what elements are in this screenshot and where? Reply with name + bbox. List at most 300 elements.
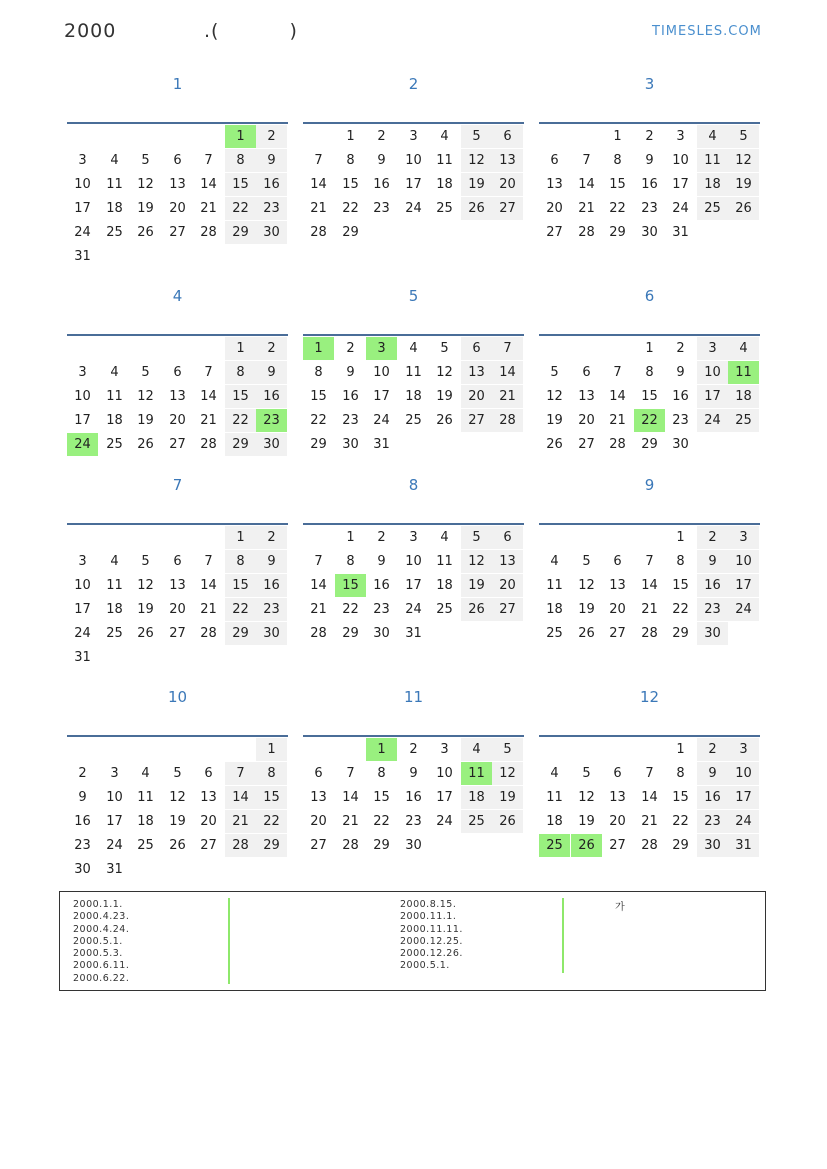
day-cell: 24 (106, 838, 123, 853)
day-cell: 13 (546, 177, 563, 192)
day-cell: 13 (609, 578, 626, 593)
month-11 (303, 687, 524, 887)
day-cell: 17 (672, 177, 689, 192)
day-cell: 19 (137, 201, 154, 216)
day-cell: 22 (373, 814, 390, 829)
legend-right-marker (562, 898, 564, 973)
day-cell: 13 (461, 361, 492, 384)
day-cell: 18 (728, 385, 759, 408)
day-cell: 18 (106, 602, 123, 617)
day-cell: 28 (310, 626, 327, 641)
day-cell: 30 (697, 622, 728, 645)
day-cell: 3 (728, 526, 759, 549)
day-cell: 18 (137, 814, 154, 829)
day-cell: 27 (578, 437, 595, 452)
day-cell: 6 (492, 125, 523, 148)
day-cell: 19 (461, 574, 492, 597)
day-cell: 20 (169, 413, 186, 428)
day-cell: 28 (342, 838, 359, 853)
day-cell: 15 (225, 574, 256, 597)
day-cell: 5 (141, 365, 150, 380)
day-cell: 16 (342, 389, 359, 404)
month-title: 2 (408, 75, 419, 93)
day-cell: 23 (641, 201, 658, 216)
month-7 (67, 475, 288, 675)
day-cell: 17 (74, 602, 91, 617)
day-cell: 29 (225, 433, 256, 456)
holiday-day-cell: 1 (366, 738, 397, 761)
day-cell: 25 (137, 838, 154, 853)
day-cell: 7 (492, 337, 523, 360)
day-cell: 23 (373, 201, 390, 216)
month-2 (303, 74, 524, 274)
day-cell: 14 (578, 177, 595, 192)
day-cell: 1 (676, 530, 685, 545)
day-cell: 23 (672, 413, 689, 428)
title-close-mark: ) (289, 20, 298, 42)
day-cell: 1 (613, 129, 622, 144)
day-cell: 6 (613, 766, 622, 781)
holiday-day-cell: 11 (461, 762, 492, 785)
day-cell: 17 (728, 786, 759, 809)
day-cell: 31 (74, 249, 91, 264)
day-cell: 19 (137, 413, 154, 428)
day-cell: 12 (546, 389, 563, 404)
day-cell: 28 (641, 626, 658, 641)
day-cell: 14 (200, 389, 217, 404)
day-cell: 20 (310, 814, 327, 829)
day-cell: 12 (137, 389, 154, 404)
month-rule (67, 122, 288, 124)
month-title: 6 (644, 287, 655, 305)
day-cell: 4 (697, 125, 728, 148)
month-4 (67, 286, 288, 486)
month-rule (539, 334, 760, 336)
month-title: 7 (172, 476, 183, 494)
day-cell: 21 (492, 385, 523, 408)
day-cell: 9 (256, 361, 287, 384)
day-cell: 28 (609, 437, 626, 452)
day-cell: 3 (728, 738, 759, 761)
day-cell: 30 (641, 225, 658, 240)
legend-date: 2000.5.3. (73, 948, 123, 960)
day-cell: 26 (546, 437, 563, 452)
day-cell: 11 (697, 149, 728, 172)
holiday-day-cell: 22 (634, 409, 665, 432)
day-cell: 31 (106, 862, 123, 877)
day-cell: 8 (613, 153, 622, 168)
month-rule (303, 735, 524, 737)
day-cell: 17 (436, 790, 453, 805)
day-cell: 2 (409, 742, 418, 757)
day-cell: 30 (342, 437, 359, 452)
day-cell: 7 (314, 554, 323, 569)
day-cell: 1 (346, 129, 355, 144)
day-cell: 15 (225, 173, 256, 196)
day-cell: 21 (641, 814, 658, 829)
day-cell: 6 (173, 153, 182, 168)
month-rule (303, 122, 524, 124)
month-title: 3 (644, 75, 655, 93)
day-cell: 31 (405, 626, 422, 641)
day-cell: 17 (697, 385, 728, 408)
legend-date: 2000.12.25. (400, 935, 463, 947)
day-cell: 17 (728, 574, 759, 597)
day-cell: 9 (377, 554, 386, 569)
day-cell: 26 (137, 437, 154, 452)
day-cell: 9 (78, 790, 87, 805)
day-cell: 9 (645, 153, 654, 168)
day-cell: 17 (405, 177, 422, 192)
day-cell: 10 (405, 153, 422, 168)
legend-date: 2000.6.22. (73, 972, 130, 984)
day-cell: 21 (609, 413, 626, 428)
month-rule (303, 523, 524, 525)
day-cell: 13 (492, 550, 523, 573)
day-cell: 9 (697, 550, 728, 573)
day-cell: 10 (672, 153, 689, 168)
day-cell: 26 (137, 626, 154, 641)
day-cell: 29 (225, 221, 256, 244)
legend-date: 2000.5.1. (73, 935, 123, 947)
day-cell: 7 (582, 153, 591, 168)
day-cell: 11 (106, 578, 123, 593)
legend-date: 2000.12.26. (400, 948, 463, 960)
day-cell: 23 (342, 413, 359, 428)
day-cell: 19 (546, 413, 563, 428)
day-cell: 10 (405, 554, 422, 569)
day-cell: 16 (697, 574, 728, 597)
day-cell: 9 (676, 365, 685, 380)
day-cell: 23 (697, 598, 728, 621)
day-cell: 29 (609, 225, 626, 240)
day-cell: 11 (106, 389, 123, 404)
day-cell: 10 (106, 790, 123, 805)
day-cell: 12 (461, 149, 492, 172)
day-cell: 20 (492, 574, 523, 597)
day-cell: 25 (461, 810, 492, 833)
day-cell: 7 (645, 766, 654, 781)
day-cell: 19 (436, 389, 453, 404)
day-cell: 16 (405, 790, 422, 805)
day-cell: 30 (697, 834, 728, 857)
legend-date: 2000.5.1. (400, 960, 450, 972)
day-cell: 16 (74, 814, 91, 829)
day-cell: 29 (310, 437, 327, 452)
day-cell: 22 (225, 197, 256, 220)
day-cell: 14 (200, 578, 217, 593)
day-cell: 30 (373, 626, 390, 641)
month-title: 12 (639, 688, 660, 706)
day-cell: 4 (461, 738, 492, 761)
day-cell: 12 (578, 790, 595, 805)
legend-left-dates (73, 899, 129, 985)
day-cell: 20 (609, 814, 626, 829)
day-cell: 24 (405, 201, 422, 216)
day-cell: 19 (578, 814, 595, 829)
day-cell: 21 (200, 413, 217, 428)
day-cell: 21 (578, 201, 595, 216)
day-cell: 14 (492, 361, 523, 384)
day-cell: 2 (697, 526, 728, 549)
day-cell: 2 (78, 766, 87, 781)
day-cell: 25 (106, 225, 123, 240)
day-cell: 4 (440, 530, 449, 545)
month-rule (539, 122, 760, 124)
day-cell: 26 (436, 413, 453, 428)
day-cell: 17 (106, 814, 123, 829)
month-rule (67, 735, 288, 737)
day-cell: 18 (436, 177, 453, 192)
day-cell: 8 (256, 762, 287, 785)
day-cell: 15 (373, 790, 390, 805)
month-rule (67, 334, 288, 336)
day-cell: 26 (461, 598, 492, 621)
day-cell: 15 (342, 177, 359, 192)
day-cell: 4 (409, 341, 418, 356)
day-cell: 2 (697, 738, 728, 761)
day-cell: 22 (310, 413, 327, 428)
day-cell: 5 (440, 341, 449, 356)
day-cell: 10 (728, 762, 759, 785)
day-cell: 23 (74, 838, 91, 853)
day-cell: 27 (461, 409, 492, 432)
day-cell: 4 (440, 129, 449, 144)
legend-note: 가 (615, 902, 625, 913)
day-cell: 26 (728, 197, 759, 220)
day-cell: 9 (256, 550, 287, 573)
day-cell: 22 (672, 602, 689, 617)
day-cell: 6 (461, 337, 492, 360)
day-cell: 27 (546, 225, 563, 240)
day-cell: 25 (106, 626, 123, 641)
day-cell: 29 (373, 838, 390, 853)
holiday-day-cell: 26 (571, 834, 602, 857)
day-cell: 9 (377, 153, 386, 168)
legend-date: 2000.11.11. (400, 923, 463, 935)
day-cell: 8 (645, 365, 654, 380)
month-5 (303, 286, 524, 486)
day-cell: 26 (169, 838, 186, 853)
day-cell: 18 (546, 602, 563, 617)
day-cell: 21 (342, 814, 359, 829)
day-cell: 6 (492, 526, 523, 549)
day-cell: 29 (256, 834, 287, 857)
day-cell: 4 (110, 554, 119, 569)
day-cell: 28 (200, 225, 217, 240)
day-cell: 28 (578, 225, 595, 240)
day-cell: 24 (697, 409, 728, 432)
day-cell: 24 (405, 602, 422, 617)
month-rule (67, 523, 288, 525)
day-cell: 9 (346, 365, 355, 380)
day-cell: 24 (436, 814, 453, 829)
day-cell: 20 (609, 602, 626, 617)
day-cell: 28 (225, 834, 256, 857)
day-cell: 7 (204, 153, 213, 168)
holiday-day-cell: 11 (728, 361, 759, 384)
day-cell: 11 (436, 153, 453, 168)
day-cell: 5 (461, 526, 492, 549)
day-cell: 8 (676, 554, 685, 569)
day-cell: 8 (377, 766, 386, 781)
day-cell: 18 (697, 173, 728, 196)
day-cell: 11 (546, 790, 563, 805)
day-cell: 24 (728, 598, 759, 621)
day-cell: 29 (641, 437, 658, 452)
day-cell: 13 (310, 790, 327, 805)
day-cell: 27 (492, 598, 523, 621)
day-cell: 19 (492, 786, 523, 809)
day-cell: 1 (225, 526, 256, 549)
day-cell: 18 (106, 413, 123, 428)
day-cell: 25 (728, 409, 759, 432)
legend-date: 2000.4.23. (73, 911, 130, 923)
holiday-day-cell: 15 (335, 574, 366, 597)
day-cell: 30 (74, 862, 91, 877)
day-cell: 18 (106, 201, 123, 216)
day-cell: 2 (645, 129, 654, 144)
day-cell: 13 (200, 790, 217, 805)
day-cell: 1 (256, 738, 287, 761)
day-cell: 8 (314, 365, 323, 380)
day-cell: 5 (582, 554, 591, 569)
brand-logo[interactable]: TIMESLES.COM (652, 24, 762, 39)
title-mid-mark: .( (204, 20, 220, 42)
day-cell: 30 (672, 437, 689, 452)
day-cell: 13 (169, 177, 186, 192)
day-cell: 3 (440, 742, 449, 757)
day-cell: 23 (405, 814, 422, 829)
day-cell: 16 (256, 385, 287, 408)
day-cell: 14 (641, 790, 658, 805)
day-cell: 22 (342, 602, 359, 617)
month-rule (303, 334, 524, 336)
day-cell: 26 (492, 810, 523, 833)
day-cell: 5 (492, 738, 523, 761)
month-title: 5 (408, 287, 419, 305)
day-cell: 20 (461, 385, 492, 408)
day-cell: 15 (256, 786, 287, 809)
day-cell: 20 (492, 173, 523, 196)
day-cell: 29 (672, 626, 689, 641)
month-title: 10 (167, 688, 188, 706)
day-cell: 25 (436, 201, 453, 216)
day-cell: 17 (373, 389, 390, 404)
day-cell: 24 (728, 810, 759, 833)
day-cell: 10 (74, 177, 91, 192)
day-cell: 9 (256, 149, 287, 172)
day-cell: 14 (609, 389, 626, 404)
day-cell: 20 (546, 201, 563, 216)
day-cell: 15 (225, 385, 256, 408)
day-cell: 4 (550, 554, 559, 569)
day-cell: 14 (342, 790, 359, 805)
day-cell: 26 (137, 225, 154, 240)
day-cell: 7 (204, 554, 213, 569)
day-cell: 31 (672, 225, 689, 240)
day-cell: 6 (173, 365, 182, 380)
day-cell: 10 (74, 578, 91, 593)
day-cell: 5 (461, 125, 492, 148)
legend-left-marker (228, 898, 230, 984)
day-cell: 21 (641, 602, 658, 617)
day-cell: 30 (256, 622, 287, 645)
day-cell: 27 (310, 838, 327, 853)
day-cell: 18 (461, 786, 492, 809)
day-cell: 16 (672, 389, 689, 404)
day-cell: 12 (137, 578, 154, 593)
day-cell: 15 (310, 389, 327, 404)
day-cell: 14 (310, 578, 327, 593)
day-cell: 8 (676, 766, 685, 781)
month-12 (539, 687, 760, 887)
day-cell: 27 (169, 626, 186, 641)
day-cell: 2 (377, 530, 386, 545)
month-rule (539, 523, 760, 525)
day-cell: 2 (377, 129, 386, 144)
day-cell: 17 (74, 413, 91, 428)
day-cell: 13 (169, 578, 186, 593)
day-cell: 8 (346, 554, 355, 569)
month-9 (539, 475, 760, 675)
day-cell: 10 (373, 365, 390, 380)
day-cell: 8 (225, 361, 256, 384)
day-cell: 4 (141, 766, 150, 781)
day-cell: 15 (609, 177, 626, 192)
day-cell: 2 (676, 341, 685, 356)
month-title: 4 (172, 287, 183, 305)
day-cell: 4 (728, 337, 759, 360)
day-cell: 28 (200, 626, 217, 641)
day-cell: 24 (373, 413, 390, 428)
day-cell: 3 (110, 766, 119, 781)
day-cell: 10 (697, 361, 728, 384)
day-cell: 25 (106, 437, 123, 452)
day-cell: 27 (609, 838, 626, 853)
day-cell: 9 (409, 766, 418, 781)
day-cell: 3 (697, 337, 728, 360)
day-cell: 24 (74, 626, 91, 641)
month-3 (539, 74, 760, 274)
day-cell: 3 (78, 365, 87, 380)
day-cell: 29 (225, 622, 256, 645)
holiday-day-cell: 1 (303, 337, 334, 360)
legend-date: 2000.6.11. (73, 960, 130, 972)
day-cell: 22 (672, 814, 689, 829)
day-cell: 1 (676, 742, 685, 757)
day-cell: 7 (346, 766, 355, 781)
day-cell: 2 (256, 337, 287, 360)
day-cell: 7 (204, 365, 213, 380)
day-cell: 1 (225, 337, 256, 360)
day-cell: 18 (546, 814, 563, 829)
day-cell: 4 (110, 153, 119, 168)
day-cell: 24 (74, 225, 91, 240)
day-cell: 27 (200, 838, 217, 853)
day-cell: 3 (409, 129, 418, 144)
day-cell: 13 (492, 149, 523, 172)
day-cell: 1 (645, 341, 654, 356)
day-cell: 16 (697, 786, 728, 809)
legend-date: 2000.8.15. (400, 899, 457, 910)
day-cell: 6 (173, 554, 182, 569)
day-cell: 20 (169, 602, 186, 617)
day-cell: 29 (672, 838, 689, 853)
day-cell: 11 (436, 554, 453, 569)
day-cell: 7 (225, 762, 256, 785)
day-cell: 10 (728, 550, 759, 573)
